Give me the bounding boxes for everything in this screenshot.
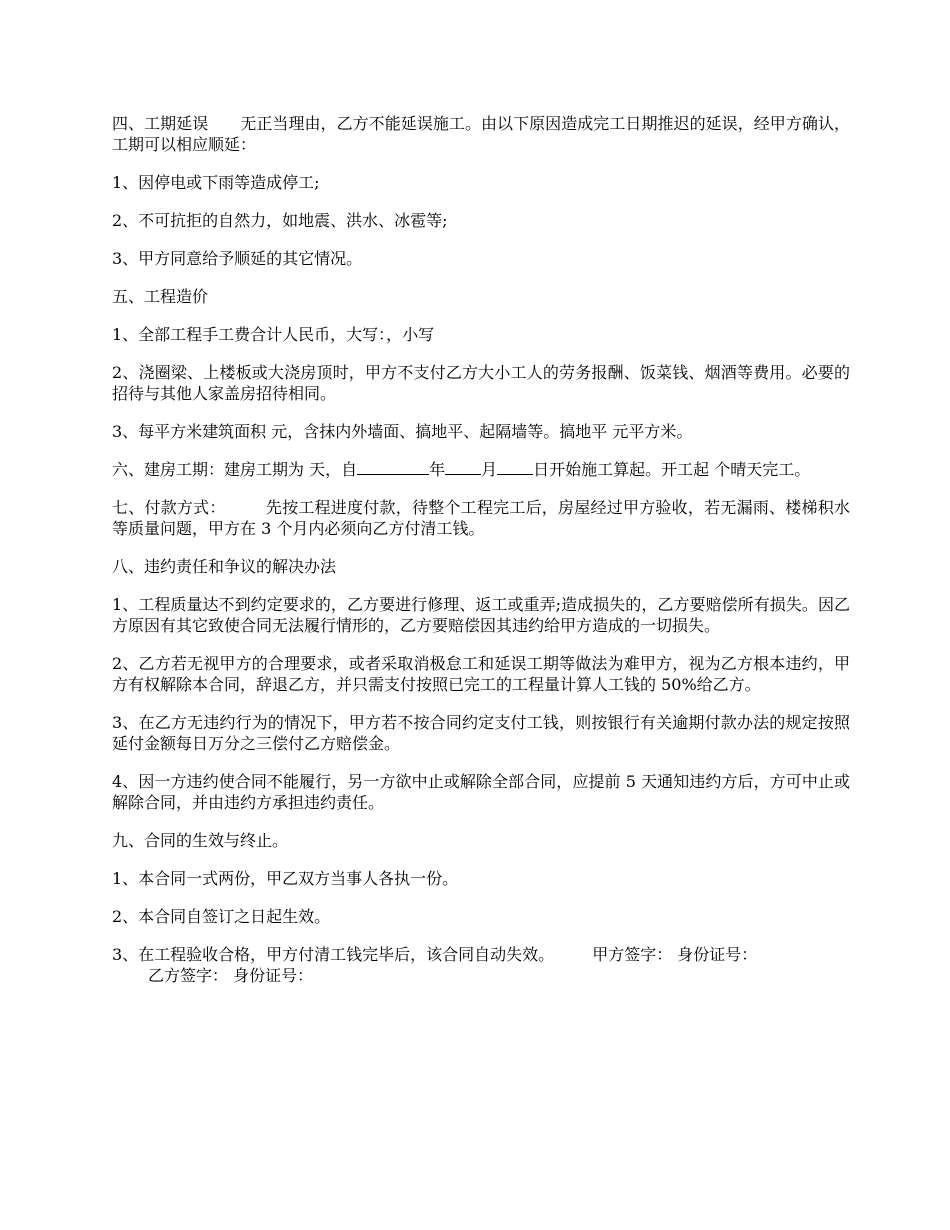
party-a-signature-label: 甲方签字：: [592, 945, 673, 964]
effect-item-2: 2、本合同自签订之日起生效。: [112, 907, 331, 926]
year-blank: [357, 459, 429, 475]
schedule-text-c: 月: [481, 460, 498, 479]
section-7-payment: [112, 497, 850, 539]
section-4-delay: [112, 113, 850, 155]
liability-item-4: 4、因一方违约使合同不能履行，另一方欲中止或解除全部合同，应提前 5 天通知违约方后，方可中止或解除合同，并由违约方承担违约责任。: [112, 772, 850, 812]
party-a-id-label: 身份证号：: [677, 945, 758, 964]
delay-item-2: 2、不可抗拒的自然力，如地震、洪水、冰雹等;: [112, 211, 448, 230]
schedule-text-b: 年: [429, 460, 446, 479]
section-7-body: 先按工程进度付款，待整个工程完工后，房屋经过甲方验收，若无漏雨、楼梯积水等质量问题，甲方在 3 个月内必须向乙方付清工钱。: [112, 498, 850, 538]
effect-item-3: 3、在工程验收合格，甲方付清工钱完毕后，该合同自动失效。: [112, 945, 555, 964]
contract-page: [112, 113, 850, 1003]
liability-item-3: 3、在乙方无违约行为的情况下，甲方若不按合同约定支付工钱，则按银行有关逾期付款办法的规定按照延付金额每日万分之三偿付乙方赔偿金。: [112, 713, 850, 753]
section-5-heading: 五、工程造价: [112, 287, 209, 306]
delay-item-3: 3、甲方同意给予顺延的其它情况。: [112, 249, 363, 268]
liability-item-1: 1、工程质量达不到约定要求的，乙方要进行修理、返工或重弄;造成损失的，乙方要赔偿所有损失。因乙方原因有其它致使合同无法履行情形的，乙方要赔偿因其违约给甲方造成的一切损失。: [112, 595, 850, 635]
party-b-id-label: 身份证号：: [233, 966, 314, 985]
cost-item-3: 3、每平方米建筑面积 元，含抹内外墙面、搞地平、起隔墙等。搞地平 元平方米。: [112, 422, 693, 441]
delay-item-1: 1、因停电或下雨等造成停工;: [112, 173, 320, 192]
section-8-heading: 八、违约责任和争议的解决办法: [112, 557, 337, 576]
party-b-signature-label: 乙方签字：: [148, 966, 229, 985]
schedule-text-a: 六、建房工期：建房工期为 天，自: [112, 460, 358, 479]
schedule-text-d: 日开始施工算起。开工起 个晴天完工。: [533, 460, 811, 479]
liability-item-2: 2、乙方若无视甲方的合理要求，或者采取消极怠工和延误工期等做法为难甲方，视为乙方根本违约，甲方有权解除本合同，辞退乙方，并只需支付按照已完工的工程量计算人工钱的 50%给乙方。: [112, 654, 850, 694]
effect-item-1: 1、本合同一式两份，甲乙双方当事人各执一份。: [112, 869, 459, 888]
cost-item-2: 2、浇圈梁、上楼板或大浇房顶时，甲方不支付乙方大小工人的劳务报酬、饭菜钱、烟酒等费用。必要的招待与其他人家盖房招待相同。: [112, 363, 850, 403]
section-7-heading: 七、付款方式：: [112, 498, 226, 517]
month-blank: [445, 459, 481, 475]
effect-item-3-signatures: [112, 944, 850, 986]
day-blank: [497, 459, 533, 475]
section-4-body: 无正当理由，乙方不能延误施工。由以下原因造成完工日期推迟的延误，经甲方确认，工期可以相应顺延：: [112, 114, 850, 154]
cost-item-1: 1、全部工程手工费合计人民币，大写：，小写: [112, 325, 435, 344]
section-9-heading: 九、合同的生效与终止。: [112, 831, 289, 850]
section-6-schedule: [112, 459, 850, 480]
section-4-heading: 四、工期延误: [112, 114, 209, 133]
